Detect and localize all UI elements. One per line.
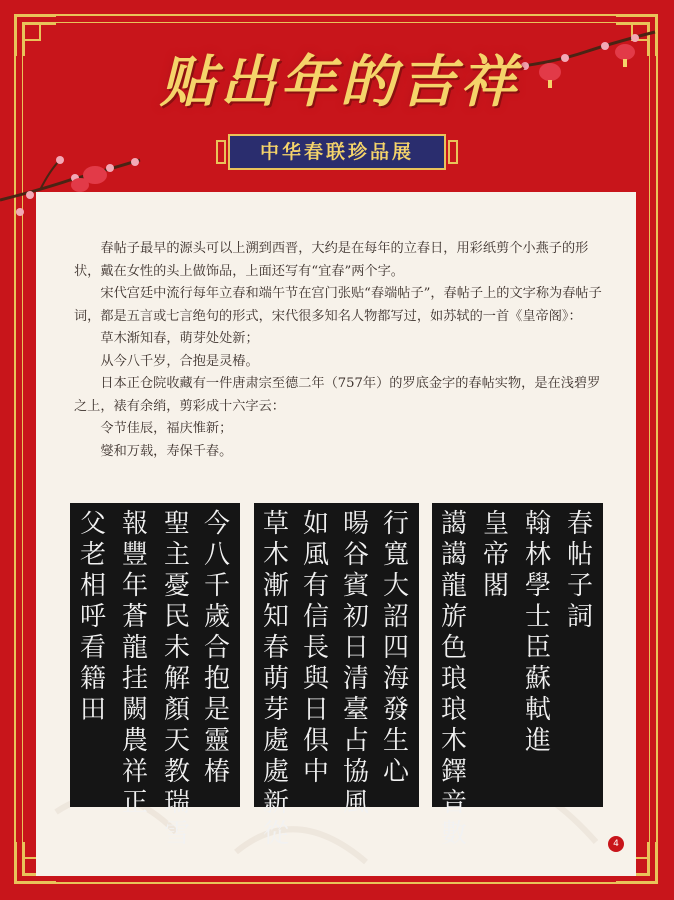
- calligraphy-column: 報豐年蒼龍挂闕農祥正: [121, 509, 148, 818]
- subtitle-banner: [228, 134, 446, 170]
- corner-ornament-top-left: [14, 14, 58, 58]
- calligraphy-column: 聖主憂民未解顏天教瑞雪: [163, 509, 190, 849]
- paragraph: 宋代宫廷中流行每年立春和端午节在宫门张贴“春端帖子”，春帖子上的文字称为春帖子词，都是五言或七言绝句的形式，宋代很多知名人物都写过，如苏轼的一首《皇帝阁》：: [74, 286, 602, 324]
- page-title: 贴出年的吉祥: [160, 49, 520, 115]
- calligraphy-column: 今八千歲合抱是靈椿: [203, 509, 230, 787]
- calligraphy-column: 翰林學士臣蘇軾進: [524, 509, 551, 756]
- page-number: 4: [608, 836, 624, 852]
- poem-line: 草木渐知春，萌芽处处新；: [100, 331, 259, 346]
- calligraphy-column: 暘谷賓初日清臺占協風: [342, 509, 369, 818]
- calligraphy-column: 皇帝閣: [482, 509, 509, 601]
- calligraphy-column: 如風有信長與日俱中: [302, 509, 329, 787]
- calligraphy-column: 父老相呼看籍田: [79, 509, 106, 725]
- poem-line: 从今八千岁，合抱是灵椿。: [100, 353, 259, 369]
- paragraph: 日本正仓院收藏有一件唐肃宗至德二年（757年）的罗底金字的春帖实物，是在浅碧罗之上，裱有余绡，剪彩成十六字云：: [74, 376, 601, 414]
- subtitle: 中华春联珍品展: [259, 141, 414, 163]
- calligraphy-column: 行寬大詔四海發生心: [382, 509, 409, 787]
- calligraphy-column: 春帖子詞: [566, 509, 593, 632]
- poem-line: 令节佳辰，福庆惟新；: [100, 421, 233, 436]
- calligraphy-panel-middle: [254, 503, 419, 849]
- poem-line: 燮和万载，寿保千春。: [100, 443, 233, 459]
- paragraph: 春帖子最早的源头可以上溯到西晋，大约是在每年的立春日，用彩纸剪个小燕子的形状，戴在女性的头上做饰品，上面还写有“宜春”两个字。: [74, 241, 589, 279]
- calligraphy-column: 譪譪龍旂色琅琅木鐸音數: [440, 509, 467, 849]
- calligraphy-panel-left: [70, 503, 240, 849]
- calligraphy-panel-right: [432, 503, 603, 849]
- article-body: [74, 238, 604, 463]
- calligraphy-column: 草木漸知春萌芽處處新從: [262, 509, 289, 849]
